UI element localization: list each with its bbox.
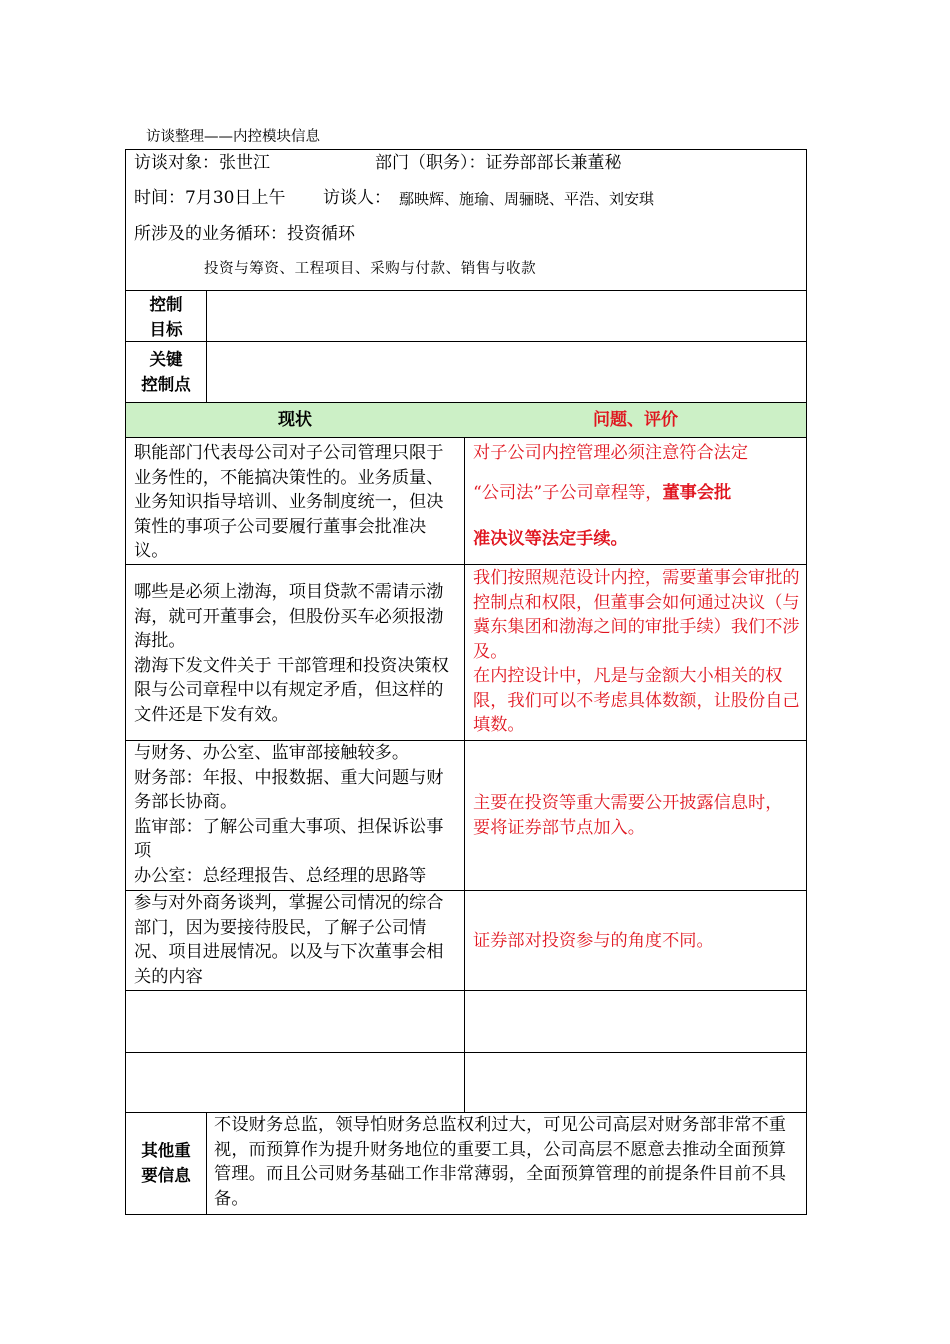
row-3-issues-p1: 主要在投资等重大需要公开披露信息时，要将证券部节点加入。	[473, 793, 783, 838]
business-cycle: 所涉及的业务循环：投资循环	[134, 224, 355, 244]
other-info-label: 其他重 要信息	[141, 1141, 191, 1185]
table-row-3-status	[134, 741, 459, 888]
table-row-1-issues	[473, 441, 803, 552]
key-control-point-label: 关键 控制点	[141, 350, 191, 394]
row-3-status-p4: 办公室：总经理报告、总经理的思路等	[134, 865, 427, 886]
table-row-1-status	[134, 441, 459, 564]
table-row-3-issues	[473, 791, 798, 840]
other-info-text: 不设财务总监，领导怕财务总监权利过大，可见公司高层对财务部非常不重视，而预算作为提升财务地位的重要工具，公司高层不愿意去推动全面预算管理。而且公司财务基础工作非常薄弱，全面预算管理的前提条件目前不具备。	[214, 1115, 787, 1209]
rule-mid-col	[464, 402, 465, 1112]
header-status: 现状	[278, 410, 312, 430]
row-2-issues-p1: 我们按照规范设计内控，需要董事会审批的控制点和权限，但董事会如何通过决议（与冀东集团和渤海之间的审批手续）我们不涉及。	[473, 568, 800, 662]
rule-after-objective	[126, 341, 806, 342]
interviewers-label: 访谈人：	[323, 188, 391, 208]
rule-label-col-bottom	[206, 1112, 207, 1214]
row-2-issues-p2: 在内控设计中，凡是与金额大小相关的权限，我们可以不考虑具体数额，让股份自己填数。	[473, 666, 800, 735]
rule-after-info	[126, 290, 806, 291]
row-4-issues-p1: 证券部对投资参与的角度不同。	[473, 931, 714, 951]
row-2-status-p1: 哪些是必须上渤海，项目贷款不需请示渤海，就可开董事会，但股份买车必须报渤海批。	[134, 582, 444, 651]
row-1-issues-board: 董事会批	[662, 482, 732, 503]
rule-row-4	[126, 990, 806, 991]
table-row-4-issues	[473, 929, 798, 954]
row-3-status-p3: 监审部：了解公司重大事项、担保诉讼事项	[134, 816, 444, 861]
business-cycle-list: 投资与筹资、工程项目、采购与付款、销售与收款	[204, 261, 537, 277]
rule-label-col-top	[206, 290, 207, 402]
table-row-2-status	[134, 580, 459, 727]
document-heading: 访谈整理——内控模块信息	[146, 129, 320, 145]
row-2-status-p2: 渤海下发文件关于 干部管理和投资决策权限与公司章程中以有规定矛盾，但这样的文件还是下发有效。	[134, 655, 449, 725]
row-1-issues-line-b	[473, 481, 803, 506]
row-1-issues-law: “公司法”子公司章程等，	[473, 482, 663, 503]
row-1-issues-line-a: 对子公司内控管理必须注意符合法定	[473, 443, 749, 463]
interviewers-names: 鄢映辉、施瑜、周骊晓、平浩、刘安琪	[399, 190, 655, 208]
row-4-status-p1: 参与对外商务谈判，掌握公司情况的综合部门，因为要接待股民，了解子公司情况、项目进展情况。以及与下次董事会相关的内容	[134, 893, 444, 987]
table-row-4-status	[134, 891, 459, 989]
row-3-status-p1: 与财务、办公室、监审部接触较多。	[134, 743, 410, 763]
interview-time: 时间：7月30日上午	[134, 188, 286, 208]
rule-row-5	[126, 1052, 806, 1053]
row-1-issues-line-d: 准决议等法定手续。	[473, 529, 628, 549]
control-objective-label: 控制 目标	[149, 295, 183, 339]
row-3-status-p2: 财务部：年报、中报数据、重大问题与财务部长协商。	[134, 767, 444, 812]
header-issues: 问题、评价	[593, 410, 678, 430]
table-row-2-issues	[473, 566, 803, 738]
interview-subject: 访谈对象：张世江	[134, 153, 270, 173]
interview-department: 部门（职务）：证券部部长兼董秘	[375, 153, 622, 173]
row-1-status-p1: 职能部门代表母公司对子公司管理只限于业务性的，不能搞决策性的。业务质量、业务知识指导培训、业务制度统一，但决策性的事项子公司要履行董事会批准决议。	[134, 443, 444, 561]
rule-row-1	[126, 564, 806, 565]
rule-after-header	[126, 437, 806, 438]
